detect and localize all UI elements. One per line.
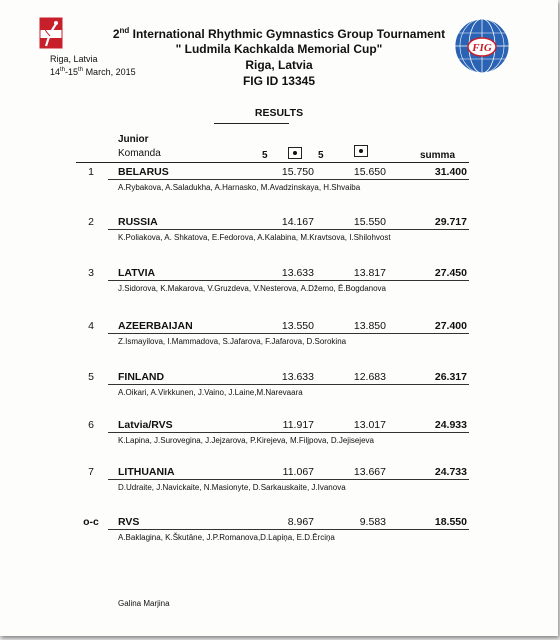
place: 2 (88, 216, 94, 228)
header-rule (76, 162, 469, 163)
team-name: RUSSIA (118, 216, 158, 228)
category-label: Junior (118, 134, 149, 145)
place: 4 (88, 320, 94, 332)
row-rule (108, 280, 469, 281)
place: 7 (88, 466, 94, 478)
score-2: 15.650 (353, 166, 386, 178)
score-2: 13.817 (353, 267, 386, 279)
fig-id: FIG ID 13345 (242, 74, 316, 88)
table-row (0, 267, 558, 307)
team-name: AZEERBAIJAN (118, 320, 193, 332)
row-rule (108, 529, 469, 530)
athletes: A.Rybakova, A.Saladukha, A.Harnasko, M.Avadzinskaya, H.Shvaiba (118, 183, 361, 192)
score-1: 8.967 (287, 516, 314, 528)
cup-title: " Ludmila Kachkalda Memorial Cup" (175, 42, 383, 56)
place: o-c (83, 516, 99, 528)
row-rule (108, 479, 469, 480)
table-row (0, 216, 558, 256)
apparatus1-count: 5 (262, 150, 268, 161)
team-name: LATVIA (118, 267, 156, 279)
table-row (0, 320, 558, 360)
athletes: Z.Ismayilova, I.Mammadova, S.Jafarova, F.Jafarova, D.Sorokina (118, 337, 347, 346)
team-name: FINLAND (118, 371, 165, 383)
team-name: LITHUANIA (118, 466, 175, 478)
total-score: 26.317 (434, 371, 467, 383)
table-row (0, 371, 558, 411)
ball-apparatus-icon (288, 147, 302, 159)
team-column-header: Komanda (118, 148, 161, 159)
total-score: 27.450 (434, 267, 467, 279)
total-score: 24.733 (434, 466, 467, 478)
fig-globe-logo (452, 16, 512, 76)
table-row (0, 419, 558, 459)
place: 1 (88, 166, 94, 178)
athletes: A.Oikari, A.Virkkunen, J.Vaino, J.Laine,M.Narevaara (118, 388, 303, 397)
team-name: BELARUS (118, 166, 169, 178)
athletes: K.Lapina, J.Surovegina, J.Jejzarova, P.Kirejeva, M.Filjpova, D.Jejisejeva (118, 436, 374, 445)
total-score: 29.717 (434, 216, 467, 228)
athletes: A.Baklagina, K.Škutāne, J.P.Romanova,D.Lapiņa, E.D.Ērciņa (118, 533, 335, 542)
row-rule (108, 179, 469, 180)
total-score: 27.400 (434, 320, 467, 332)
total-score: 24.933 (434, 419, 467, 431)
score-1: 11.067 (282, 466, 314, 478)
row-rule (108, 229, 469, 230)
score-2: 12.683 (353, 371, 386, 383)
athletes: K.Poliakova, A. Shkatova, E.Fedorova, A.Kalabina, M.Kravtsova, I.Shilohvost (118, 233, 391, 242)
ball-apparatus-icon (354, 145, 368, 157)
athletes: D.Udraite, J.Navickaite, N.Masionyte, D.Sarkauskaite, J.Ivanova (118, 483, 346, 492)
score-1: 14.167 (281, 216, 314, 228)
row-rule (108, 384, 469, 385)
table-row (0, 516, 558, 556)
title-underline (214, 123, 289, 124)
place: 5 (88, 371, 94, 383)
total-column-header: summa (420, 150, 456, 161)
event-place: Riga, Latvia (50, 54, 98, 64)
signature: Galina Marjina (118, 599, 170, 608)
score-1: 13.633 (281, 267, 314, 279)
apparatus2-count: 5 (318, 150, 324, 161)
place: 6 (88, 419, 94, 431)
score-1: 13.550 (281, 320, 314, 332)
results-title: RESULTS (254, 107, 304, 119)
score-2: 13.017 (353, 419, 386, 431)
score-2: 15.550 (353, 216, 386, 228)
score-2: 13.850 (353, 320, 386, 332)
total-score: 18.550 (434, 516, 467, 528)
score-1: 11.917 (282, 419, 314, 431)
event-dates: 14th-15th March, 2015 (50, 67, 136, 77)
score-2: 13.667 (353, 466, 386, 478)
score-1: 13.633 (281, 371, 314, 383)
row-rule (108, 432, 469, 433)
tournament-title: 2nd International Rhythmic Gymnastics Group Tournament (112, 26, 446, 41)
row-rule (108, 333, 469, 334)
table-row (0, 166, 558, 206)
athletes: J.Sidorova, K.Makarova, V.Gruzdeva, V.Nesterova, A.Džemo, Ē.Bogdanova (118, 284, 386, 293)
place: 3 (88, 267, 94, 279)
venue: Riga, Latvia (245, 58, 313, 72)
team-name: Latvia/RVS (118, 419, 173, 431)
total-score: 31.400 (434, 166, 467, 178)
score-2: 9.583 (359, 516, 386, 528)
table-row (0, 466, 558, 506)
team-name: RVS (118, 516, 140, 528)
score-1: 15.750 (281, 166, 314, 178)
fig-logo-text: FIG (472, 42, 492, 54)
